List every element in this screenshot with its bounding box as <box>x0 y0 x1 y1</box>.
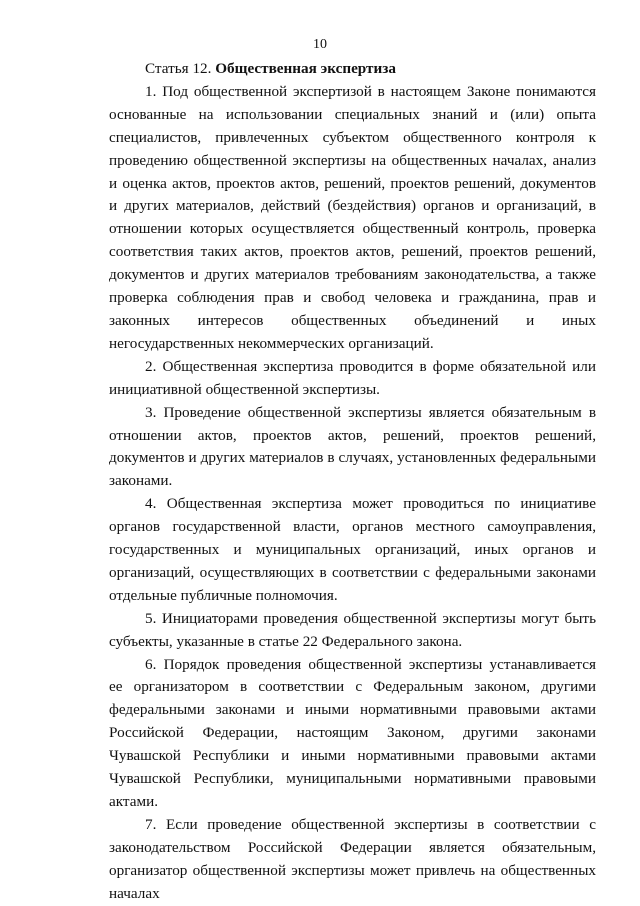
paragraph-6: 6. Порядок проведения общественной экспертизы устанавливается ее организатором в соответствии с Федеральным законом, другими федеральными законами и иными нормативными правовыми актами Российской Федерации, настоящим Законом, другими законами Чувашской Республики и иными нормативными правовыми актами Чувашской Республики, муниципальными нормативными правовыми актами. <box>109 655 596 810</box>
document-body <box>109 58 596 906</box>
paragraph-1: 1. Под общественной экспертизой в настоящем Законе понимаются основанные на использовании специальных знаний и (или) опыта специалистов, привлеченных субъектом общественного контроля к проведению общественной экспертизы на общественных началах, анализ и оценка актов, проектов актов, решений, проектов решений, документов и других материалов, действий (бездействия) органов и организаций, в отношении которых осуществляется общественный контроль, проверка соответствия таких актов, проектов актов, решений, проектов решений, документов и других материалов требованиям законодательства, а также проверка соблюдения прав и свобод человека и гражданина, прав и законных интересов общественных объединений и иных негосударственных некоммерческих организаций. <box>109 82 596 352</box>
paragraph-3: 3. Проведение общественной экспертизы является обязательным в отношении актов, проектов актов, решений, проектов решений, документов и других материалов в случаях, установленных федеральными законами. <box>109 403 596 490</box>
page-number: 10 <box>313 37 327 52</box>
article-heading <box>109 58 596 81</box>
paragraph-2: 2. Общественная экспертиза проводится в форме обязательной или инициативной общественной экспертизы. <box>109 357 596 398</box>
paragraph-4: 4. Общественная экспертиза может проводиться по инициативе органов государственной власти, органов местного самоуправления, государственных и муниципальных организаций, иных органов и организаций, осуществляющих в соответствии с федеральными законами отдельные публичные полномочия. <box>109 495 596 604</box>
article-label: Статья 12. <box>145 60 212 77</box>
paragraph-5: 5. Инициаторами проведения общественной экспертизы могут быть субъекты, указанные в статье 22 Федерального закона. <box>109 609 596 650</box>
article-title: Общественная экспертиза <box>215 60 396 77</box>
paragraph-7: 7. Если проведение общественной экспертизы в соответствии с законодательством Российской Федерации является обязательным, организатор общественной экспертизы может привлечь на общественных началах <box>109 815 596 902</box>
